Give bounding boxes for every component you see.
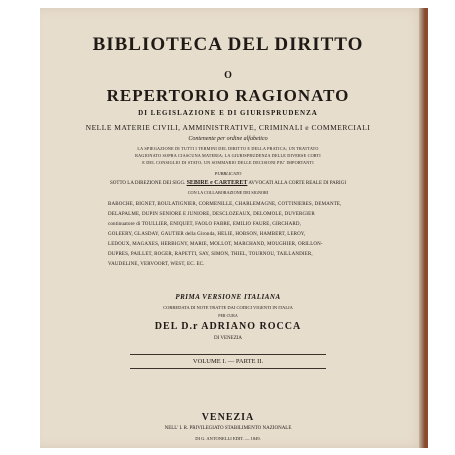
edition-title: PRIMA VERSIONE ITALIANA [175, 293, 281, 301]
book-page [40, 8, 428, 448]
editor-name: DEL D.r ADRIANO ROCCA [154, 321, 302, 332]
title-connector: O [224, 70, 232, 81]
description-line-2: RAGIONATO SOPRA CIASCUNA MATERIA; LA GIURISPRUDENZA DELLE DIVERSE CORTI [135, 153, 321, 158]
collaborators-line: VAUDELINE, VERVOORT, WEST, EC. EC. [108, 262, 205, 267]
subtitle-order: Contenente per ordine alfabetico [188, 136, 268, 142]
imprint-printer-name: DI G. ANTONELLI EDIT. — 1849. [195, 436, 261, 441]
direction-prefix: SOTTO LA DIREZIONE DEI SIGG. [110, 181, 186, 186]
subtitle-matters: NELLE MATERIE CIVILI, AMMINISTRATIVE, CRIMINALI e COMMERCIALI [85, 123, 371, 132]
direction-suffix: AVVOCATI ALLA CORTE REALE DI PARIGI [248, 181, 346, 186]
collaborators-line: DUPRES, PAILLET, ROGER, RAPETTI, SAY, SIMON, THIEL, TOURNOU, TAILLANDIER, [108, 252, 313, 257]
collaboration-label: CON LA COLLABORAZIONE DEI SIGNORI [187, 190, 269, 195]
edition-notes: CORREDATA DI NOTE TRATTE DAI CODICI VIGENTI IN ITALIA [163, 305, 293, 310]
volume-rule-bottom [130, 368, 326, 369]
editor-city: DI VENEZIA [213, 336, 243, 341]
main-title: BIBLIOTECA DEL DIRITTO [92, 34, 364, 55]
subtitle-legislation: DI LEGISLAZIONE E DI GIURISPRUDENZA [138, 109, 318, 117]
description-line-3: E DEL CONSIGLIO DI STATO; UN SOMMARIO DELLE DECISIONI PIU' IMPORTANTI [142, 160, 314, 165]
collaborators-list [108, 200, 346, 270]
subtitle: REPERTORIO RAGIONATO [106, 86, 350, 105]
collaborators-line: GOLEERY, GLASDAY, GAUTIER della Gironda, HELIE, HOBSON, HAMBERT, LEROY, [108, 232, 306, 237]
description-line-1: LA SPIEGAZIONE DI TUTTI I TERMINI DEL DIRITTO E DELLA PRATICA; UN TRATTATO [137, 146, 319, 151]
published-label: PUBBLICATO [214, 171, 242, 176]
edition-per-cura: PER CURA [218, 313, 238, 318]
volume-label: VOLUME I. — PARTE II. [192, 358, 264, 365]
imprint-city: VENEZIA [201, 412, 255, 423]
collaborators-line: BABOCHE, BIGNET, BOULATIGNIER, CORMENILLE, CHARLEMAGNE, COTTINIERES, DEMANTE, [108, 202, 342, 207]
imprint-printer: NELL' I. R. PRIVILEGIATO STABILIMENTO NAZIONALE [164, 426, 292, 431]
volume-rule-top [130, 354, 326, 355]
book-spine-edge [419, 8, 425, 448]
collaborators-line: DELAPALME, DUPIN SENIORE E JUNIORE, DESCLOZEAUX, DELOMOLE, DUVERGIER [108, 212, 315, 217]
collaborators-line: continuatore di TOULLIER, ENIQUET, FAOLO FABRE, EMILIO FAURE, GIRCHARD, [108, 222, 301, 227]
collaborators-line: LEDOUX, MAGAXES, HERBIGNY, MARIE, MOLLOT, MARCHAND, MOUGHIER, ORILLON- [108, 242, 323, 247]
title-page [40, 8, 416, 448]
directors-names: SEBIRE e CARTERET [186, 180, 248, 186]
direction-line [40, 180, 416, 186]
